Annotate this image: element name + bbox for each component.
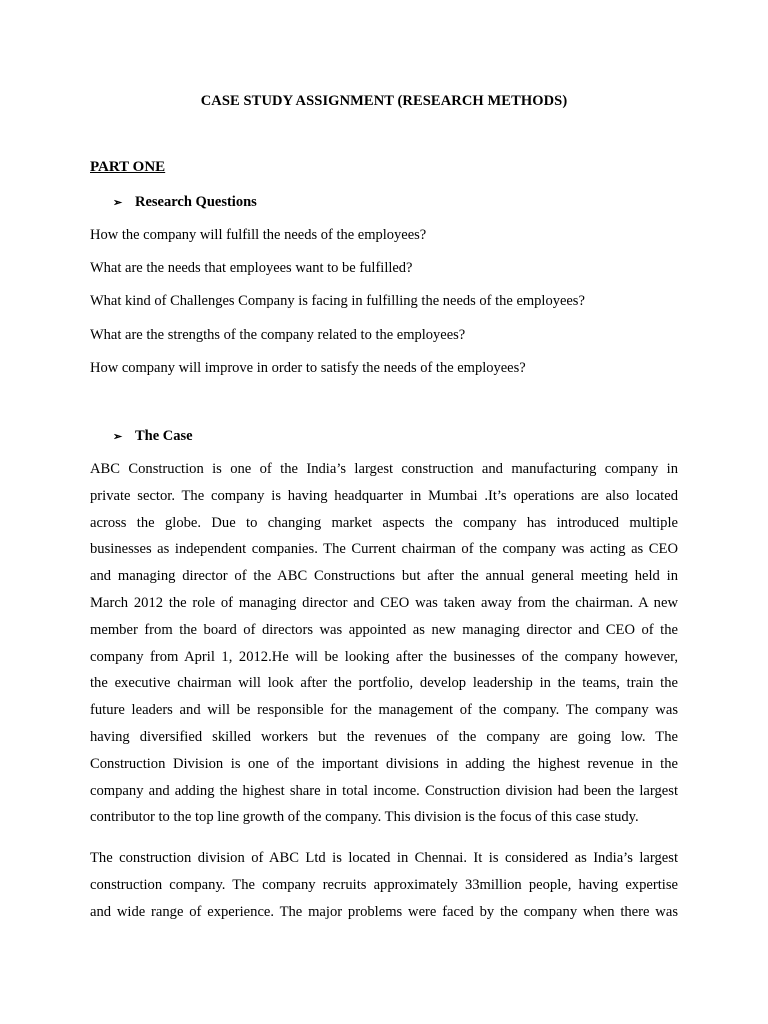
paragraph-line: and managing director of the ABC Constructions but after the annual general meeting held in (90, 568, 678, 585)
arrow-bullet-icon: ➢ (113, 431, 123, 443)
paragraph-line: businesses as independent companies. The Current chairman of the company was acting as CEO (90, 541, 678, 558)
research-questions-heading (113, 194, 257, 211)
paragraph-line: contributor to the top line growth of the company. This division is the focus of this case study. (90, 809, 639, 826)
research-question: What are the needs that employees want to be fulfilled? (90, 260, 413, 276)
paragraph-line: March 2012 the role of managing director and CEO was taken away from the chairman. A new (90, 594, 678, 611)
paragraph-line: future leaders and will be responsible for the management of the company. The company was (90, 702, 678, 719)
paragraph-line: ABC Construction is one of the India’s largest construction and manufacturing company in (90, 461, 678, 477)
paragraph-line: having diversified skilled workers but the revenues of the company are going low. The (90, 728, 678, 745)
paragraph-line: member from the board of directors was appointed as new managing director and CEO of the (90, 621, 678, 638)
research-question: How the company will fulfill the needs of the employees? (90, 227, 427, 243)
paragraph-line: Construction Division is one of the important divisions in adding the highest revenue in the (90, 755, 678, 772)
document-title: CASE STUDY ASSIGNMENT (RESEARCH METHODS) (200, 93, 568, 109)
part-heading: PART ONE (90, 159, 166, 175)
the-case-heading-label: The Case (135, 428, 193, 444)
paragraph-line: the executive chairman will look after the portfolio, develop leadership in the teams, train the (90, 675, 678, 692)
paragraph-line: and wide range of experience. The major problems were faced by the company when there was (90, 903, 678, 920)
paragraph-line: across the globe. Due to changing market aspects the company has introduced multiple (90, 514, 678, 531)
paragraph-line: private sector. The company is having headquarter in Mumbai .It’s operations are also located (90, 487, 678, 504)
research-questions-heading-label: Research Questions (135, 194, 257, 210)
the-case-heading (113, 428, 193, 445)
research-question: What kind of Challenges Company is facing in fulfilling the needs of the employees? (90, 293, 585, 309)
research-question: What are the strengths of the company related to the employees? (90, 327, 466, 343)
paragraph-line: company and adding the highest share in total income. Construction division had been the largest (90, 782, 678, 799)
research-question: How company will improve in order to satisfy the needs of the employees? (90, 360, 526, 376)
case-paragraph-2 (90, 845, 678, 925)
paragraph-line: The construction division of ABC Ltd is located in Chennai. It is considered as India’s largest (90, 850, 678, 866)
paragraph-line: construction company. The company recruits approximately 33million people, having expertise (90, 876, 678, 893)
case-paragraph-1 (90, 456, 678, 831)
paragraph-line: company from April 1, 2012.He will be looking after the businesses of the company however, (90, 648, 678, 665)
arrow-bullet-icon: ➢ (113, 197, 123, 209)
